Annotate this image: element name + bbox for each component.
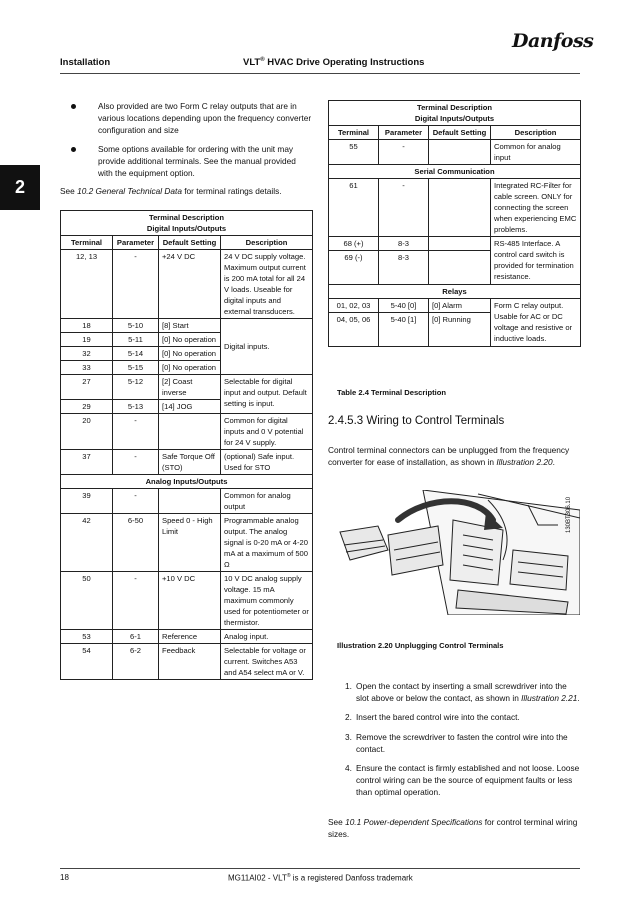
- table-row: 12, 13 - +24 V DC 24 V DC supply voltage. Maximum output current is 200 mA total for all 24 V loads. Useable for digital inputs and external transducers.: [61, 250, 313, 319]
- wiring-sizes-reference: See 10.1 Power-dependent Specifications for control terminal wiring sizes.: [328, 817, 578, 840]
- column-header: Parameter: [379, 126, 429, 140]
- table-row: 54 6-2 Feedback Selectable for voltage or current. Switches A53 and A54 select mA or V.: [61, 644, 313, 680]
- table-caption: Table 2.4 Terminal Description: [337, 388, 447, 397]
- serial-section-header: Serial Communication: [329, 165, 581, 179]
- table-row: 69 (-) 8-3: [329, 251, 581, 285]
- table-row: 04, 05, 06 5-40 [1] [0] Running: [329, 313, 581, 347]
- footer-divider: [60, 868, 580, 869]
- header-divider: [60, 73, 580, 74]
- bullet-item: Some options available for ordering with the unit may provide additional terminals. See the manual provided with the equipment option.: [60, 143, 312, 180]
- table-title: Terminal Description Digital Inputs/Outputs: [329, 101, 581, 126]
- table-row: 39 - Common for analog output: [61, 489, 313, 514]
- illustration-link[interactable]: Illustration 2.20: [496, 457, 553, 468]
- reference-link[interactable]: 10.2 General Technical Data: [77, 186, 182, 196]
- table-row: 18 5-10 [8] Start Digital inputs.: [61, 319, 313, 333]
- intro-paragraph: Control terminal connectors can be unplugged from the frequency converter for ease of installation, as shown in Illustration 2.20.: [328, 445, 570, 468]
- table-row: 37 - Safe Torque Off (STO) (optional) Safe input. Used for STO: [61, 450, 313, 475]
- list-item: 1. Open the contact by inserting a small screwdriver into the slot above or below the contact, as shown in Illustration 2.21.: [345, 681, 580, 704]
- illustration-caption: Illustration 2.20 Unplugging Control Terminals: [337, 641, 504, 650]
- table-row: 29 5-13 [14] JOG: [61, 400, 313, 414]
- column-header: Parameter: [113, 236, 159, 250]
- table-row: 27 5-12 [2] Coast inverse Selectable for digital input and output. Default setting is input.: [61, 375, 313, 400]
- bullet-list: [60, 100, 312, 185]
- header-document-title: VLT® HVAC Drive Operating Instructions: [243, 57, 425, 69]
- table-row: 32 5-14 [0] No operation: [61, 347, 313, 361]
- table-row: 53 6-1 Reference Analog input.: [61, 630, 313, 644]
- column-header: Description: [491, 126, 581, 140]
- illustration-link[interactable]: Illustration 2.21: [521, 693, 578, 704]
- table-row: 55 - Common for analog input: [329, 140, 581, 165]
- section-heading: 2.4.5.3 Wiring to Control Terminals: [328, 415, 505, 427]
- digital-inputs-description: Digital inputs.: [221, 319, 313, 375]
- table-row: 33 5-15 [0] No operation: [61, 361, 313, 375]
- table-title: Terminal Description Digital Inputs/Outputs: [61, 211, 313, 236]
- column-header: Terminal: [61, 236, 113, 250]
- table-row: 20 - Common for digital inputs and 0 V potential for 24 V supply.: [61, 414, 313, 450]
- column-header: Default Setting: [429, 126, 491, 140]
- reference-link[interactable]: 10.1 Power-dependent Specifications: [345, 817, 483, 827]
- terminal-description-table-left: [60, 210, 313, 680]
- table-row: 01, 02, 03 5-40 [0] [0] Alarm Form C relay output. Usable for AC or DC voltage and resistive or inductive loads.: [329, 299, 581, 313]
- rs485-description: RS-485 Interface. A control card switch is provided for termination resistance.: [491, 237, 581, 285]
- list-item: 4. Ensure the contact is firmly established and not loose. Loose control wiring can be the source of equipment faults or less than optimal operation.: [345, 763, 580, 798]
- unplugging-control-terminals-illustration: [328, 490, 580, 615]
- table-row: 42 6-50 Speed 0 - High Limit Programmable analog output. The analog signal is 0-20 mA or 4-20 mA at a maximum of 500 Ω: [61, 514, 313, 572]
- bullet-dot-icon: [71, 104, 76, 109]
- header-section-label: Installation: [60, 57, 111, 68]
- page-number: 18: [60, 873, 69, 882]
- table-row: 19 5-11 [0] No operation: [61, 333, 313, 347]
- terminal-ratings-reference: See 10.2 General Technical Data for terminal ratings details.: [60, 186, 282, 196]
- column-header: Terminal: [329, 126, 379, 140]
- list-item: 3. Remove the screwdriver to fasten the control wire into the contact.: [345, 731, 568, 754]
- illustration-code: 130BT306.10: [566, 496, 572, 533]
- steps-list: [328, 680, 580, 806]
- column-header: Default Setting: [159, 236, 221, 250]
- danfoss-logo: Danfoss: [512, 30, 594, 52]
- table-row: 68 (+) 8-3 RS-485 Interface. A control card switch is provided for termination resistance.: [329, 237, 581, 251]
- relays-section-header: Relays: [329, 285, 581, 299]
- list-item: 2. Insert the bared control wire into the contact.: [345, 712, 520, 723]
- terminal-description-table-right: [328, 100, 581, 347]
- table-row: 61 - Integrated RC-Filter for cable screen. ONLY for connecting the screen when experiencing EMC problems.: [329, 179, 581, 237]
- analog-section-header: Analog Inputs/Outputs: [61, 475, 313, 489]
- relay-description: Form C relay output. Usable for AC or DC voltage and resistive or inductive loads.: [491, 299, 581, 347]
- table-row: 50 - +10 V DC 10 V DC analog supply voltage. 15 mA maximum commonly used for potentiometer or thermistor.: [61, 572, 313, 630]
- chapter-tab: 2: [0, 165, 40, 210]
- bullet-item: Also provided are two Form C relay outputs that are in various locations depending upon the frequency converter configuration and size: [60, 100, 312, 137]
- bullet-dot-icon: [71, 147, 76, 152]
- column-header: Description: [221, 236, 313, 250]
- footer-trademark: MG11AI02 - VLT® is a registered Danfoss trademark: [228, 873, 413, 883]
